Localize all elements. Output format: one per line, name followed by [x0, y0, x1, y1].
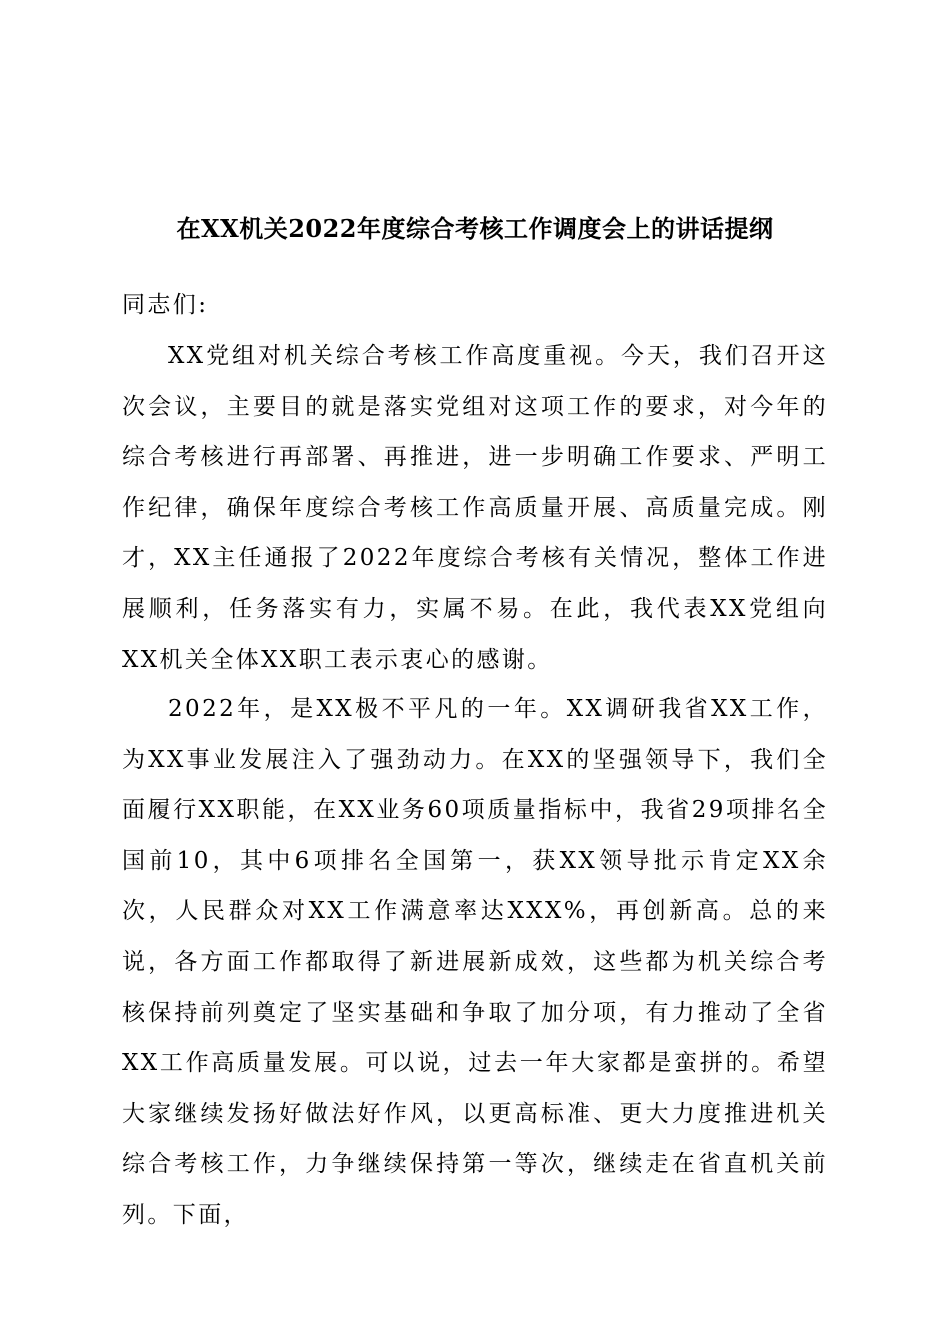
document-title: 在XX机关2022年度综合考核工作调度会上的讲话提纲 [176, 214, 774, 243]
paragraph-2-text: 2022年，是XX极不平凡的一年。XX调研我省XX工作，为XX事业发展注入了强劲动力。在XX的坚强领导下，我们全面履行XX职能，在XX业务60项质量指标中，我省29项排名全国前10，其中6项排名全国第一，获XX领导批示肯定XX余次，人民群众对XX工作满意率达XXX%，再创新高。总的来说，各方面工作都取得了新进展新成效，这些都为机关综合考核保持前列奠定了坚实基础和争取了加分项，有力推动了全省XX工作高质量发展。可以说，过去一年大家都是蛮拼的。希望大家继续发扬好做法好作风，以更高标准、更大力度推进机关综合考核工作，力争继续保持第一等次，继续走在省直机关前列。下面， [122, 696, 828, 1228]
paragraph-1 [122, 331, 828, 685]
greeting-line [122, 280, 828, 331]
greeting-text: 同志们: [122, 292, 209, 318]
paragraph-2 [122, 684, 828, 1241]
paragraph-1-text: XX党组对机关综合考核工作高度重视。今天，我们召开这次会议，主要目的就是落实党组对这项工作的要求，对今年的综合考核进行再部署、再推进，进一步明确工作要求、严明工作纪律，确保年度综合考核工作高质量开展、高质量完成。刚才，XX主任通报了2022年度综合考核有关情况，整体工作进展顺利，任务落实有力，实属不易。在此，我代表XX党组向XX机关全体XX职工表示衷心的感谢。 [122, 343, 828, 673]
